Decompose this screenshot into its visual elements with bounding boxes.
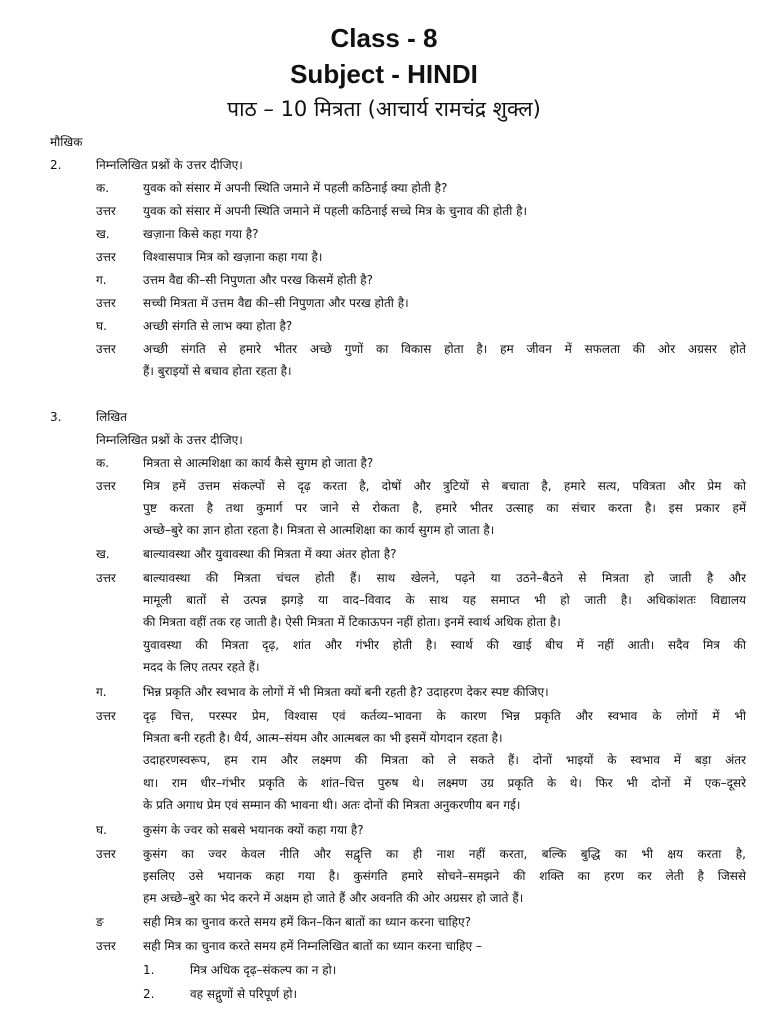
answer-text: पुष्ट करता है तथा कुमार्ग पर जाने से रोकता है, हमारे भीतर उत्साह का संचार करता है। इस प्रकार हमें [143, 501, 746, 515]
oral-heading: मौखिक [50, 135, 83, 149]
answer-text: कुसंग का ज्वर केवल नीति और सद्वृत्ति का ही नाश नहीं करता, बल्कि बुद्धि का भी क्षय करता है, [143, 847, 746, 861]
answer-label: उत्तर [96, 250, 116, 264]
answer-text: उदाहरणस्वरूप, हम राम और लक्ष्मण की मित्रता को ले सकते हैं। दोनों भाइयों के स्वभाव में बड़ा अंतर [143, 753, 746, 767]
answer-text: हम अच्छे–बुरे का भेद करने में अक्षम हो जाते हैं और अवनति की ओर अग्रसर हो जाते हैं। [143, 891, 524, 905]
question-label: ख. [96, 227, 110, 241]
answer-label: उत्तर [96, 204, 116, 218]
question-text: बाल्यावस्था और युवावस्था की मित्रता में क्या अंतर होता है? [143, 547, 397, 561]
question-label: क. [96, 181, 110, 195]
answer-text: मदद के लिए तत्पर रहते हैं। [143, 660, 260, 674]
question-text: सही मित्र का चुनाव करते समय हमें किन–किन बातों का ध्यान करना चाहिए? [143, 915, 471, 929]
point-number: 1. [143, 963, 155, 977]
question-text: युवक को संसार में अपनी स्थिति जमाने में पहली कठिनाई क्या होती है? [143, 181, 448, 195]
written-instruction: निम्नलिखित प्रश्नों के उत्तर दीजिए। [96, 433, 243, 447]
answer-text: के प्रति अगाध प्रेम एवं सम्मान की भावना थी। अतः दोनों की मित्रता अनुकरणीय बन गई। [143, 798, 521, 812]
answer-text: मित्रता बनी रहती है। धैर्य, आत्म–संयम और आत्मबल का भी इसमें योगदान रहता है। [143, 731, 503, 745]
answer-label: उत्तर [96, 296, 116, 310]
question-text: कुसंग के ज्वर को सबसे भयानक क्यों कहा गया है? [143, 823, 364, 837]
question-label: घ. [96, 319, 107, 333]
written-heading: लिखित [96, 410, 128, 424]
question-label: ग. [96, 273, 107, 287]
class-title: Class - 8 [330, 23, 438, 53]
answer-text: मित्र हमें उत्तम संकल्पों से दृढ़ करता है, दोषों और त्रुटियों से बचाता है, हमारे सत्य, पवित्रता और प्रेम को [143, 479, 746, 493]
written-number: 3. [50, 410, 62, 424]
answer-label: उत्तर [96, 342, 116, 356]
answer-label: उत्तर [96, 847, 116, 861]
question-text: भिन्न प्रकृति और स्वभाव के लोगों में भी मित्रता क्यों बनी रहती है? उदाहरण देकर स्पष्ट कीजिए। [143, 685, 549, 699]
answer-text: युवावस्था की मित्रता दृढ़, शांत और गंभीर होती है। स्वार्थ की खाई बीच में नहीं आती। सदैव मित्र की [143, 638, 746, 652]
question-text: खज़ाना किसे कहा गया है? [143, 227, 259, 241]
question-label: घ. [96, 823, 107, 837]
point-text: वह सद्गुणों से परिपूर्ण हो। [190, 987, 298, 1001]
question-label: ख. [96, 547, 110, 561]
answer-text: विश्वासपात्र मित्र को खज़ाना कहा गया है। [143, 250, 323, 264]
answer-text: युवक को संसार में अपनी स्थिति जमाने में पहली कठिनाई सच्चे मित्र के चुनाव की होती है। [143, 204, 528, 218]
lesson-title: पाठ – 10 मित्रता (आचार्य रामचंद्र शुक्ल) [227, 97, 541, 121]
question-label: क. [96, 456, 110, 470]
answer-text: दृढ़ चित्त, परस्पर प्रेम, विश्वास एवं कर्तव्य–भावना के कारण भिन्न प्रकृति और स्वभाव के लोगों में भी [143, 709, 746, 723]
answer-label: उत्तर [96, 939, 116, 953]
answer-text: हैं। बुराइयों से बचाव होता रहता है। [143, 364, 292, 378]
answer-text: सच्ची मित्रता में उत्तम वैद्य की–सी निपुणता और परख होती है। [143, 296, 409, 310]
oral-number: 2. [50, 158, 62, 172]
answer-text: मामूली बातों से उत्पन्न झगड़े या वाद–विवाद के साथ यह समाप्त भी हो जाती है। अधिकांशतः विद्यालय [143, 593, 746, 607]
answer-text: था। राम धीर–गंभीर प्रकृति के शांत–चित्त पुरुष थे। लक्ष्मण उग्र प्रकृति के थे। फिर भी दोनों में एक–दूसरे [143, 776, 746, 790]
question-text: उत्तम वैद्य की–सी निपुणता और परख किसमें होती है? [143, 273, 374, 287]
answer-text: अच्छे–बुरे का ज्ञान होता रहता है। मित्रता से आत्मशिक्षा का कार्य सुगम हो जाता है। [143, 523, 495, 537]
question-label: ग. [96, 685, 107, 699]
question-text: मित्रता से आत्मशिक्षा का कार्य कैसे सुगम हो जाता है? [143, 456, 374, 470]
point-number: 2. [143, 987, 155, 1001]
answer-text: सही मित्र का चुनाव करते समय हमें निम्नलिखित बातों का ध्यान करना चाहिए – [143, 939, 482, 953]
subject-title: Subject - HINDI [290, 59, 478, 89]
answer-text: की मित्रता वहीं तक रह जाती है। ऐसी मित्रता में टिकाऊपन नहीं होता। इनमें स्वार्थ अधिक होता है। [143, 615, 561, 629]
question-label: ङ [96, 915, 104, 929]
oral-instruction: निम्नलिखित प्रश्नों के उत्तर दीजिए। [96, 158, 243, 172]
point-text: मित्र अधिक दृढ़–संकल्प का न हो। [190, 963, 337, 977]
answer-label: उत्तर [96, 479, 116, 493]
answer-label: उत्तर [96, 709, 116, 723]
answer-text: इसलिए उसे भयानक कहा गया है। कुसंगति हमारे सोचने–समझने की शक्ति का हरण कर लेती है जिससे [143, 869, 746, 883]
answer-text: बाल्यावस्था की मित्रता चंचल होती हैं। साथ खेलने, पढ़ने या उठने–बैठने से मित्रता हो जाती है और [143, 571, 746, 585]
answer-label: उत्तर [96, 571, 116, 585]
question-text: अच्छी संगति से लाभ क्या होता है? [143, 319, 293, 333]
answer-text: अच्छी संगति से हमारे भीतर अच्छे गुणों का विकास होता है। हम जीवन में सफलता की ओर अग्रसर होते [143, 342, 746, 356]
